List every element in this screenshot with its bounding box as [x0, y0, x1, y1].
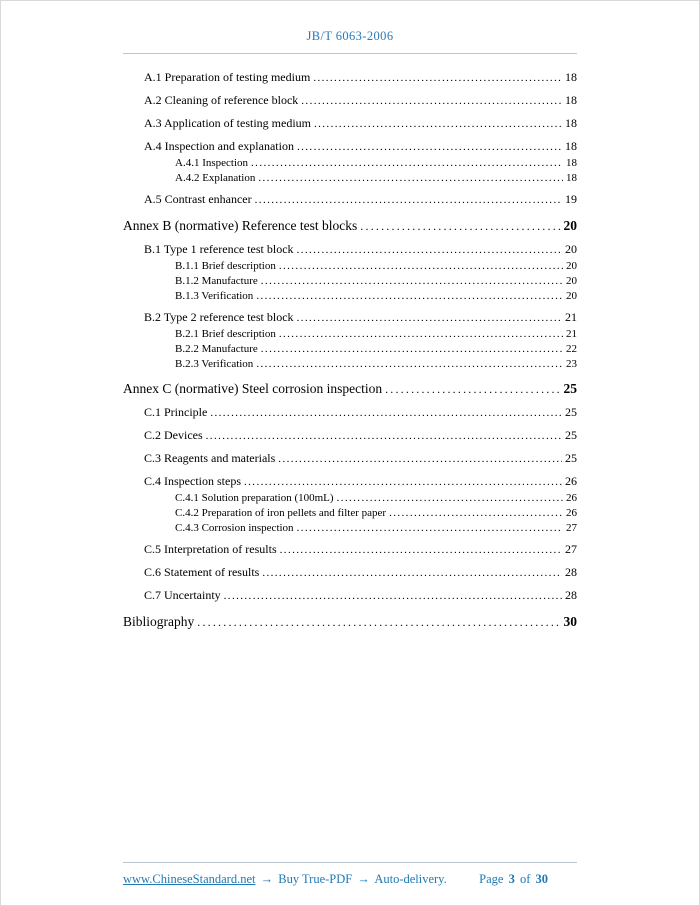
toc-entry[interactable]: [123, 565, 577, 580]
toc-entry-label: C.5 Interpretation of results: [144, 542, 277, 556]
toc-dot-leader: [360, 218, 560, 234]
toc-dot-leader: [224, 588, 562, 603]
toc-entry-label: C.4 Inspection steps: [144, 474, 241, 488]
toc-entry-page: 18: [565, 70, 577, 84]
toc-entry[interactable]: [123, 451, 577, 466]
toc-entry[interactable]: [123, 522, 577, 534]
toc-entry[interactable]: [123, 70, 577, 85]
toc-entry-page: 25: [565, 428, 577, 442]
site-link[interactable]: www.ChineseStandard.net: [123, 872, 256, 886]
toc-entry[interactable]: [123, 614, 577, 630]
toc-entry-page: 18: [565, 116, 577, 130]
toc-entry[interactable]: [123, 428, 577, 443]
toc-dot-leader: [278, 451, 562, 466]
toc-dot-leader: [262, 565, 562, 580]
toc-entry[interactable]: [123, 93, 577, 108]
toc-entry[interactable]: [123, 275, 577, 287]
toc-entry-label: A.4.2 Explanation: [175, 172, 256, 184]
toc-entry-label: B.1.2 Manufacture: [175, 275, 258, 287]
toc-dot-leader: [297, 522, 563, 534]
toc-entry[interactable]: [123, 358, 577, 370]
toc-dot-leader: [256, 358, 563, 370]
toc-dot-leader: [301, 93, 562, 108]
toc-entry-page: 20: [565, 242, 577, 256]
toc-entry-page: 25: [565, 405, 577, 419]
total-page-number: 30: [535, 872, 548, 886]
toc-entry[interactable]: [123, 310, 577, 325]
toc-entry[interactable]: [123, 343, 577, 355]
toc-entry[interactable]: [123, 474, 577, 489]
footer-promo: [123, 872, 447, 887]
toc-entry[interactable]: [123, 242, 577, 257]
footer-delivery-text: Auto-delivery.: [374, 872, 447, 886]
toc-entry[interactable]: [123, 507, 577, 519]
toc-dot-leader: [255, 192, 562, 207]
toc-entry-label: Annex C (normative) Steel corrosion inspection: [123, 381, 383, 396]
arrow-icon: →: [357, 872, 370, 886]
toc-dot-leader: [280, 542, 562, 557]
toc-dot-leader: [258, 172, 563, 184]
toc-entry[interactable]: [123, 542, 577, 557]
toc-entry-label: B.2.2 Manufacture: [175, 343, 258, 355]
toc-dot-leader: [297, 242, 562, 257]
toc-entry-page: 20: [566, 275, 577, 287]
toc-dot-leader: [279, 328, 563, 340]
toc-entry-page: 25: [563, 381, 577, 396]
toc-entry-label: C.4.1 Solution preparation (100mL): [175, 492, 334, 504]
toc-entry-label: B.1.1 Brief description: [175, 260, 276, 272]
toc-entry-page: 23: [566, 358, 577, 370]
toc-dot-leader: [251, 157, 563, 169]
toc-entry[interactable]: [123, 260, 577, 272]
toc-dot-leader: [197, 614, 560, 630]
toc-entry-label: Bibliography: [123, 614, 195, 629]
toc-entry-page: 18: [566, 157, 577, 169]
page-indicator: [478, 872, 549, 887]
toc-entry-label: B.1.3 Verification: [175, 290, 254, 302]
toc-dot-leader: [385, 381, 560, 397]
toc-dot-leader: [314, 116, 562, 131]
toc-entry-label: A.4 Inspection and explanation: [144, 139, 294, 153]
toc-entry[interactable]: [123, 328, 577, 340]
toc-entry[interactable]: [123, 588, 577, 603]
toc-entry-label: B.2.1 Brief description: [175, 328, 276, 340]
toc-entry-label: A.5 Contrast enhancer: [144, 192, 252, 206]
toc-entry-page: 27: [566, 522, 577, 534]
toc-entry-label: B.2.3 Verification: [175, 358, 254, 370]
toc-dot-leader: [256, 290, 563, 302]
toc-entry[interactable]: [123, 492, 577, 504]
toc-entry-label: C.4.3 Corrosion inspection: [175, 522, 294, 534]
toc-entry-page: 19: [565, 192, 577, 206]
toc-entry[interactable]: [123, 139, 577, 154]
toc-entry-label: C.1 Principle: [144, 405, 208, 419]
toc-entry-label: B.1 Type 1 reference test block: [144, 242, 294, 256]
toc-entry[interactable]: [123, 290, 577, 302]
toc-dot-leader: [244, 474, 562, 489]
toc-entry-label: A.1 Preparation of testing medium: [144, 70, 311, 84]
page-word: Page: [479, 872, 504, 886]
toc-entry-label: Annex B (normative) Reference test blocks: [123, 218, 358, 233]
toc-dot-leader: [337, 492, 563, 504]
toc-entry[interactable]: [123, 192, 577, 207]
toc-entry-page: 26: [566, 492, 577, 504]
toc-entry-page: 18: [565, 139, 577, 153]
toc-entry-page: 25: [565, 451, 577, 465]
toc-dot-leader: [313, 70, 562, 85]
toc-entry-label: A.3 Application of testing medium: [144, 116, 311, 130]
toc-entry-label: C.6 Statement of results: [144, 565, 260, 579]
header-divider: [123, 53, 577, 54]
toc-entry[interactable]: [123, 172, 577, 184]
toc-entry[interactable]: [123, 218, 577, 234]
toc-dot-leader: [279, 260, 563, 272]
toc-entry-label: B.2 Type 2 reference test block: [144, 310, 294, 324]
of-word: of: [519, 872, 531, 886]
toc-entry-page: 21: [565, 310, 577, 324]
toc-entry-page: 20: [563, 218, 577, 233]
toc-entry[interactable]: [123, 157, 577, 169]
toc-entry-page: 27: [565, 542, 577, 556]
toc-entry-page: 20: [566, 290, 577, 302]
toc-dot-leader: [210, 405, 562, 420]
toc-entry-page: 26: [566, 507, 577, 519]
footer-buy-text: Buy True-PDF: [278, 872, 353, 886]
toc-entry-page: 18: [566, 172, 577, 184]
page-header: [123, 29, 577, 54]
toc-entry-page: 18: [565, 93, 577, 107]
toc-dot-leader: [206, 428, 562, 443]
toc-dot-leader: [297, 310, 562, 325]
table-of-contents: [123, 70, 577, 630]
arrow-icon: →: [260, 872, 274, 886]
toc-dot-leader: [261, 275, 563, 287]
toc-entry[interactable]: [123, 381, 577, 397]
toc-entry[interactable]: [123, 405, 577, 420]
toc-entry-page: 26: [565, 474, 577, 488]
toc-entry-page: 28: [565, 565, 577, 579]
toc-dot-leader: [261, 343, 563, 355]
toc-dot-leader: [297, 139, 562, 154]
toc-entry-label: C.2 Devices: [144, 428, 203, 442]
toc-entry-page: 30: [563, 614, 577, 629]
page-footer: [123, 862, 577, 887]
standard-number: JB/T 6063-2006: [306, 29, 394, 43]
toc-entry-label: A.4.1 Inspection: [175, 157, 249, 169]
toc-entry-page: 22: [566, 343, 577, 355]
toc-entry-label: C.4.2 Preparation of iron pellets and filter paper: [175, 507, 387, 519]
toc-entry-label: A.2 Cleaning of reference block: [144, 93, 299, 107]
toc-entry-label: C.3 Reagents and materials: [144, 451, 276, 465]
toc-entry-page: 20: [566, 260, 577, 272]
toc-entry[interactable]: [123, 116, 577, 131]
current-page-number: 3: [508, 872, 515, 886]
toc-entry-page: 28: [565, 588, 577, 602]
footer-divider: [123, 862, 577, 863]
toc-dot-leader: [389, 507, 563, 519]
toc-entry-page: 21: [566, 328, 577, 340]
toc-entry-label: C.7 Uncertainty: [144, 588, 221, 602]
